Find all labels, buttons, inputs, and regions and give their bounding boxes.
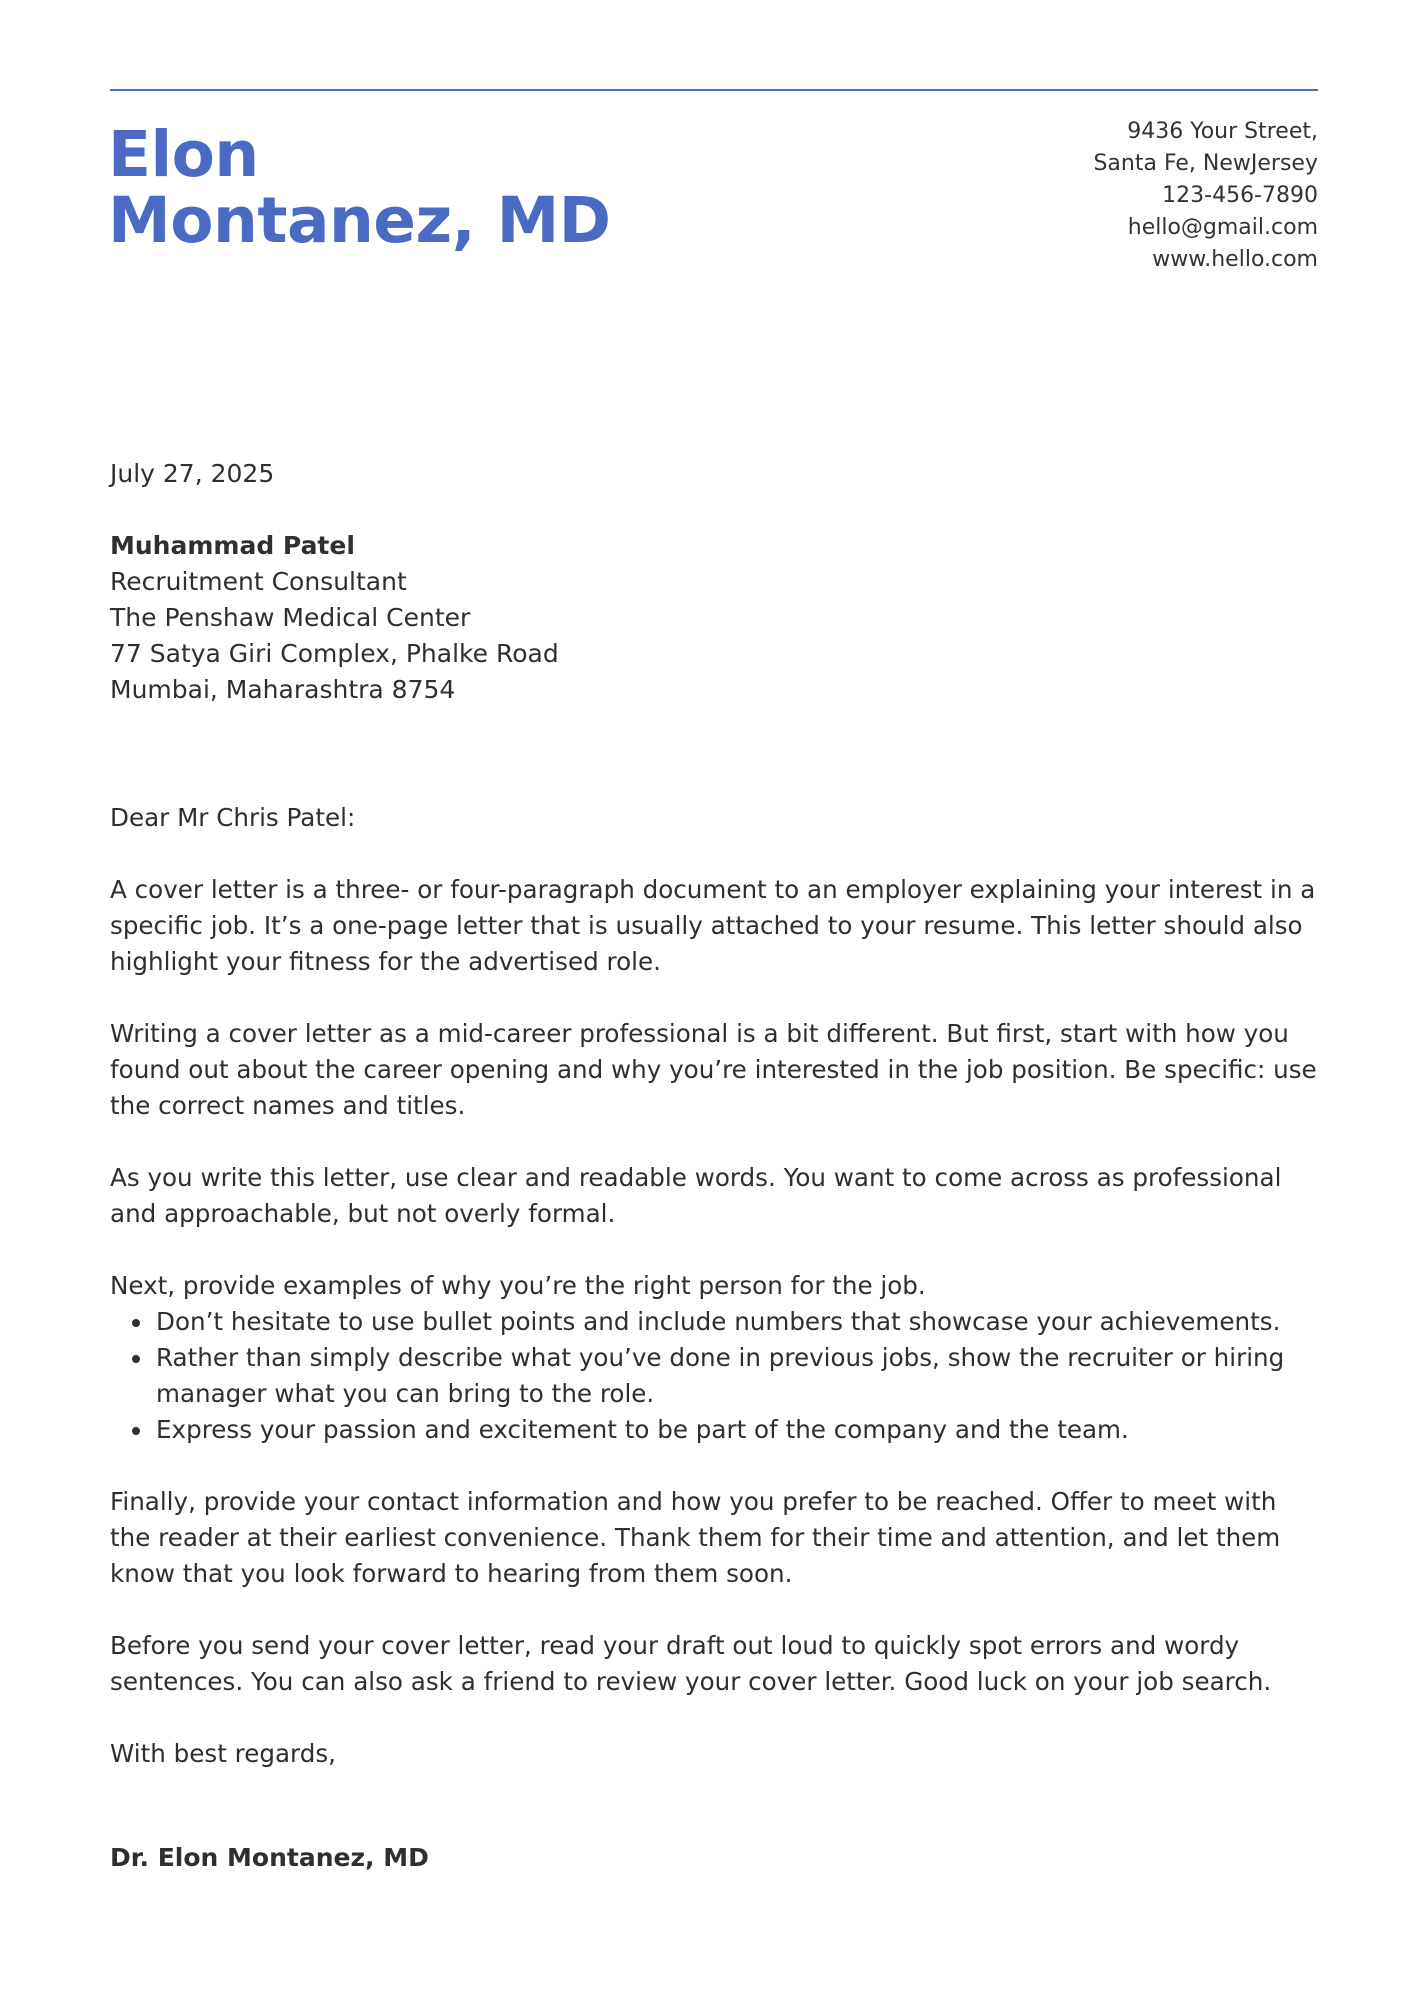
signature-name: Dr. Elon Montanez, MD [110, 1843, 429, 1872]
contact-phone: 123-456-7890 [1162, 183, 1318, 208]
recipient-block [110, 528, 559, 708]
body-paragraph: Writing a cover letter as a mid-career professional is a bit different. But first, start with how you found out about the career opening and why you’re interested in the job position. Be specific: use the correct names and titles. [110, 1019, 1317, 1120]
letter-date: July 27, 2025 [110, 459, 275, 488]
body-paragraph: A cover letter is a three- or four-paragraph document to an employer explaining your interest in a specific job. It’s a one-page letter that is usually attached to your resume. This letter should also highlight your fitness for the advertised role. [110, 875, 1316, 976]
recipient-title: Recruitment Consultant [110, 567, 407, 596]
bullet-lead-paragraph: Next, provide examples of why you’re the right person for the job. [110, 1271, 926, 1300]
bullet-item: • Rather than simply describe what you’ve done in previous jobs, show the recruiter or hiring manager what you can bring to the role. [154, 1340, 1320, 1412]
header-divider [110, 89, 1318, 91]
salutation: Dear Mr Chris Patel: [110, 803, 356, 832]
bullet-list [110, 1304, 1320, 1448]
sender-name-line1: Elon [108, 118, 259, 191]
contact-street: 9436 Your Street, [1127, 119, 1318, 144]
recipient-organization: The Penshaw Medical Center [110, 603, 471, 632]
recipient-address-line1: 77 Satya Giri Complex, Phalke Road [110, 639, 559, 668]
recipient-address-line2: Mumbai, Maharashtra 8754 [110, 675, 456, 704]
sender-name [108, 118, 611, 257]
bullet-item: • Express your passion and excitement to be part of the company and the team. [154, 1412, 1320, 1448]
sender-name-line2: Montanez, MD [108, 184, 611, 257]
recipient-name: Muhammad Patel [110, 531, 355, 560]
body-paragraph: As you write this letter, use clear and readable words. You want to come across as professional and approachable, but not overly formal. [110, 1163, 1282, 1228]
bullet-item: • Don’t hesitate to use bullet points and include numbers that showcase your achievements. [154, 1304, 1320, 1340]
body-paragraph: Before you send your cover letter, read your draft out loud to quickly spot errors and wordy sentences. You can also ask a friend to review your cover letter. Good luck on your job search. [110, 1631, 1272, 1696]
sign-off: With best regards, [110, 1739, 336, 1768]
contact-city: Santa Fe, NewJersey [1093, 151, 1318, 176]
contact-website: www.hello.com [1152, 247, 1318, 272]
body-paragraph: Finally, provide your contact information and how you prefer to be reached. Offer to meet with the reader at their earliest convenience. Thank them for their time and attention, and let them know that you look forward to hearing from them soon. [110, 1487, 1281, 1588]
letter-body [110, 800, 1320, 1808]
contact-email: hello@gmail.com [1127, 215, 1318, 240]
sender-contact [1093, 116, 1318, 276]
